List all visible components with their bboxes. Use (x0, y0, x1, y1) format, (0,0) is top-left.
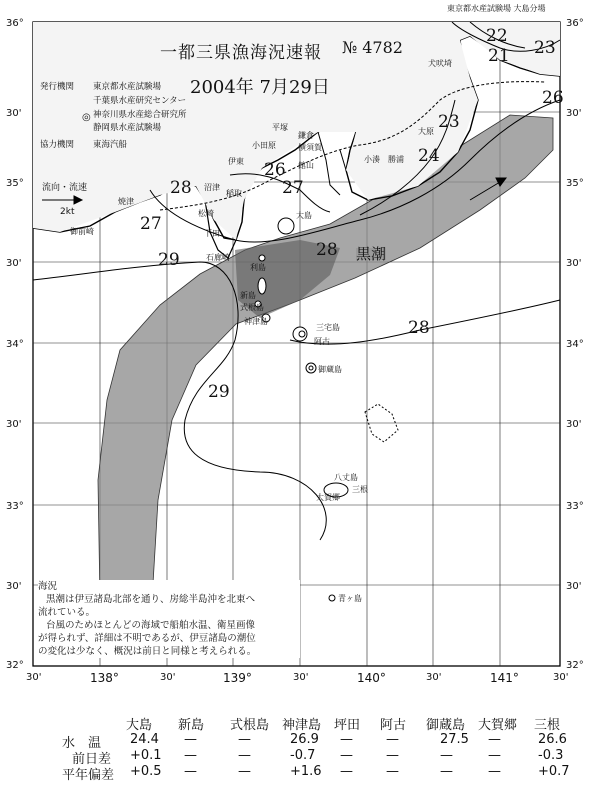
place-label: 松崎 (198, 209, 214, 218)
report-date: 2004年 7月29日 (190, 77, 330, 98)
lat-label-right: 30' (566, 581, 582, 592)
lat-label-left: 36° (6, 18, 24, 29)
place-label: 神津島 (244, 317, 268, 326)
coop-label: 協力機関 (40, 140, 75, 150)
lat-label-left: 30' (6, 419, 22, 430)
table-cell: — (340, 764, 353, 779)
temperature-table (0, 700, 600, 800)
place-label: 青ヶ島 (338, 594, 362, 603)
place-label: 平塚 (272, 123, 288, 132)
table-header: 阿古 (380, 718, 407, 733)
place-label: 下田 (204, 229, 220, 238)
lon-label: 30' (26, 672, 42, 683)
table-header: 大賀郷 (478, 718, 518, 733)
lat-label-right: 32° (566, 660, 584, 671)
table-cell: — (386, 748, 399, 763)
place-label: 阿古 (314, 337, 330, 346)
lon-label: 30' (553, 672, 569, 683)
coop-1: 東海汽船 (93, 140, 128, 150)
source-top-label: 東京都水産試験場 大島分場 (447, 4, 546, 13)
table-cell: — (340, 748, 353, 763)
table-header: 三根 (534, 718, 561, 733)
table-cell: — (238, 764, 251, 779)
place-label: 勝浦 (388, 155, 404, 164)
table-cell: — (440, 764, 453, 779)
place-label: 横須賀 (298, 143, 322, 152)
oshima-island (278, 218, 294, 234)
kuroshio-label: 黒潮 (356, 245, 387, 263)
report-title: 一都三県漁海況速報 (160, 43, 322, 63)
isotherm-label: 21 (488, 46, 510, 66)
issuer-3: 神奈川県水産総合研究所 (93, 110, 187, 120)
isotherm-label: 22 (486, 26, 508, 46)
lat-label-right: 30' (566, 419, 582, 430)
lat-label-right: 35° (566, 178, 584, 189)
table-cell: 27.5 (440, 732, 469, 747)
isotherm-label: 24 (418, 146, 440, 166)
place-label: 館山 (298, 161, 314, 170)
table-cell: +1.6 (290, 764, 322, 779)
table-cell: 26.6 (538, 732, 567, 747)
report-number: № 4782 (342, 38, 403, 57)
isotherm-label: 29 (158, 250, 180, 270)
lon-label: 141° (490, 671, 519, 685)
notes-heading: 海況 (38, 581, 58, 592)
isotherm-label: 23 (438, 112, 460, 132)
table-header: 御蔵島 (426, 718, 466, 733)
table-cell: 24.4 (130, 732, 159, 747)
lat-label-left: 30' (6, 258, 22, 269)
table-cell: — (184, 764, 197, 779)
place-label: 三根 (352, 485, 368, 494)
lon-label: 138° (90, 671, 119, 685)
table-header: 大島 (126, 718, 153, 733)
place-label: 御蔵島 (318, 365, 342, 374)
niijima-island (258, 278, 266, 294)
place-label: 三宅島 (316, 323, 340, 332)
issuer-2: 千葉県水産研究センター (93, 96, 187, 106)
table-cell: -0.3 (538, 748, 564, 763)
lon-label: 30' (293, 672, 309, 683)
table-cell: — (440, 748, 453, 763)
table-cell: +0.5 (130, 764, 162, 779)
lat-label-left: 32° (6, 660, 24, 671)
table-cell: +0.7 (538, 764, 570, 779)
row-label: 平年偏差 (62, 768, 115, 783)
place-label: 小田原 (252, 141, 276, 150)
lon-label: 139° (223, 671, 252, 685)
lat-label-right: 33° (566, 501, 584, 512)
lat-label-right: 34° (566, 339, 584, 350)
place-label: 石廊崎 (206, 253, 230, 262)
place-label: 御前崎 (70, 227, 94, 236)
isotherm-label: 27 (282, 178, 304, 198)
lon-label: 30' (426, 672, 442, 683)
lon-label: 140° (357, 671, 386, 685)
place-label: 伊東 (228, 157, 244, 166)
tokyo-bay (318, 132, 346, 195)
table-cell: — (184, 732, 197, 747)
isotherm-label: 26 (542, 88, 564, 108)
table-cell: — (488, 764, 501, 779)
table-cell: — (386, 732, 399, 747)
lat-label-left: 35° (6, 178, 24, 189)
lat-label-left: 33° (6, 501, 24, 512)
table-cell: — (488, 748, 501, 763)
table-header: 坪田 (334, 718, 361, 733)
lat-label-right: 30' (566, 108, 582, 119)
isotherm-label: 29 (208, 382, 230, 402)
table-cell: — (340, 732, 353, 747)
lon-label: 30' (160, 672, 176, 683)
row-label: 水 温 (62, 736, 102, 751)
notes-line: が得られず、詳細は不明であるが、伊豆諸島の潮位 (38, 633, 256, 644)
place-label: 大原 (418, 127, 434, 136)
issuer-label: 発行機関 (40, 82, 75, 92)
conditions-notes (38, 580, 300, 658)
table-cell: — (488, 732, 501, 747)
toshima-island (259, 255, 265, 261)
isotherm-label: 27 (140, 214, 162, 234)
table-header: 神津島 (282, 718, 322, 733)
current-legend-label: 流向・流速 (42, 183, 88, 193)
place-label: 大島 (296, 211, 312, 220)
circle-marker-icon: ◎ (82, 112, 91, 123)
table-cell: 26.9 (290, 732, 319, 747)
isotherm-label: 23 (534, 38, 556, 58)
table-cell: — (184, 748, 197, 763)
place-label: 利島 (250, 263, 266, 272)
notes-line: 台風のためほとんどの海域で船舶水温、衛星画像 (46, 620, 256, 631)
place-label: 大賀郷 (316, 493, 340, 502)
aogashima-island (329, 595, 335, 601)
issuer-4: 静岡県水産試験場 (93, 123, 162, 133)
place-label: 焼津 (118, 197, 134, 206)
issuer-1: 東京都水産試験場 (93, 82, 162, 92)
table-cell: -0.7 (290, 748, 316, 763)
table-cell: — (386, 764, 399, 779)
lat-label-right: 30' (566, 258, 582, 269)
lat-label-left: 30' (6, 108, 22, 119)
isotherm-label: 28 (408, 318, 430, 338)
table-cell: +0.1 (130, 748, 162, 763)
place-label: 式根島 (240, 303, 264, 312)
notes-line: 黒潮は伊豆諸島北部を通り、房総半島沖を北東へ (46, 594, 256, 605)
lat-label-left: 34° (6, 339, 24, 350)
notes-line: 流れている。 (38, 607, 96, 618)
table-cell: — (238, 732, 251, 747)
lat-label-right: 36° (566, 18, 584, 29)
current-speed-label: 2kt (60, 207, 75, 217)
notes-line: の変化は少なく、概況は前日と同様と考えられる。 (38, 646, 257, 657)
place-label: 鎌倉 (298, 131, 314, 140)
row-label: 前日差 (72, 752, 112, 767)
place-label: 新島 (240, 291, 256, 300)
isotherm-label: 28 (316, 240, 338, 260)
place-label: 小湊 (364, 155, 380, 164)
place-label: 稲取 (226, 189, 242, 198)
place-label: 沼津 (204, 183, 220, 192)
isotherm-label: 28 (170, 178, 192, 198)
table-header: 式根島 (230, 718, 270, 733)
table-header: 新島 (178, 718, 205, 733)
place-label: 八丈島 (334, 473, 358, 482)
lat-label-left: 30' (6, 581, 22, 592)
mikurajima-island (306, 363, 316, 373)
place-label: 犬吠埼 (428, 59, 452, 68)
isotherm-label: 26 (264, 160, 286, 180)
table-cell: — (238, 748, 251, 763)
